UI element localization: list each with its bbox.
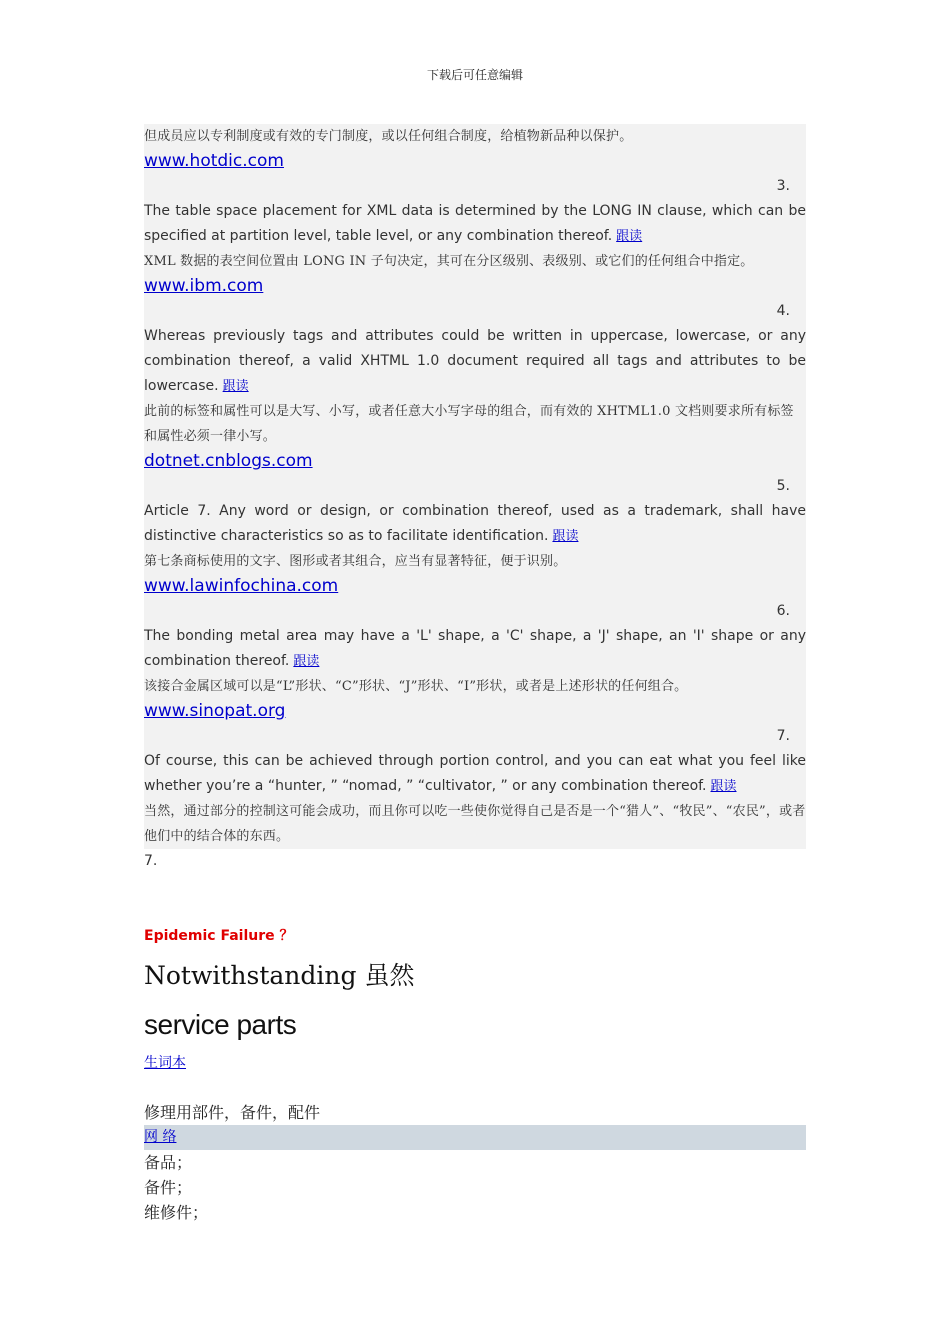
follow-read-link[interactable]: 跟读 — [710, 779, 737, 794]
source-link[interactable]: www.hotdic.com — [144, 151, 284, 171]
definition-item: 备件； — [144, 1178, 193, 1197]
definition-item: 维修件； — [144, 1203, 209, 1222]
vocabulary-book-link[interactable]: 生词本 — [144, 1055, 186, 1071]
headword: Notwithstanding 虽然 — [144, 961, 415, 990]
definition-item: 备品； — [144, 1153, 193, 1172]
epidemic-failure-heading: Epidemic Failure ？ — [144, 928, 294, 944]
document-content — [144, 124, 806, 1225]
source-link[interactable]: www.ibm.com — [144, 276, 264, 296]
chinese-translation: 但成员应以专利制度或有效的专门制度，或以任何组合制度，给植物新品种以保护。 — [144, 129, 633, 144]
example-number: 5. — [776, 478, 790, 494]
term-meaning: 修理用部件，备件，配件 — [144, 1103, 321, 1122]
network-section-bar — [144, 1125, 806, 1150]
example-entry — [144, 124, 806, 174]
english-sentence: The table space placement for XML data is determined by the LONG IN clause, which can be specified at partition level, table level, or any combination thereof. 跟读 — [144, 203, 806, 244]
english-sentence: The bonding metal area may have a 'L' shape, a 'C' shape, a 'J' shape, an 'I' shape or any combination thereof. 跟读 — [144, 628, 806, 669]
example-entry — [144, 724, 806, 849]
follow-read-link[interactable]: 跟读 — [222, 379, 249, 394]
chinese-translation: 当然，通过部分的控制这可能会成功，而且你可以吃一些使你觉得自己是否是一个“猎人”、“牧民”、“农民”，或者他们中的结合体的东西。 — [144, 804, 806, 844]
example-number: 3. — [776, 178, 790, 194]
example-entry — [144, 299, 806, 474]
trailing-number: 7. — [144, 853, 158, 869]
follow-read-link[interactable]: 跟读 — [552, 529, 579, 544]
source-link[interactable]: www.sinopat.org — [144, 701, 286, 721]
follow-read-link[interactable]: 跟读 — [616, 229, 643, 244]
english-sentence: Article 7. Any word or design, or combination thereof, used as a trademark, shall have distinctive characteristics so as to facilitate identification. 跟读 — [144, 503, 806, 544]
source-link[interactable]: dotnet.cnblogs.com — [144, 451, 313, 471]
source-link[interactable]: www.lawinfochina.com — [144, 576, 339, 596]
english-sentence: Whereas previously tags and attributes could be written in uppercase, lowercase, or any combination thereof, a valid XHTML 1.0 document required all tags and attributes to be lowercase. 跟读 — [144, 328, 806, 394]
chinese-translation: 此前的标签和属性可以是大写、小写，或者任意大小写字母的组合，而有效的 XHTML1.0 文档则要求所有标签和属性必须一律小写。 — [144, 404, 794, 444]
example-number: 6. — [776, 603, 790, 619]
example-number: 7. — [776, 728, 790, 744]
follow-read-link[interactable]: 跟读 — [293, 654, 320, 669]
example-number: 4. — [776, 303, 790, 319]
page-header: 下载后可任意编辑 — [426, 68, 523, 82]
term-title: service parts — [144, 1009, 297, 1040]
chinese-translation: 第七条商标使用的文字、图形或者其组合，应当有显著特征，便于识别。 — [144, 554, 567, 569]
example-entry — [144, 174, 806, 299]
chinese-translation: XML 数据的表空间位置由 LONG IN 子句决定，其可在分区级别、表级别、或它们的任何组合中指定。 — [144, 254, 754, 269]
network-tab-link[interactable]: 网 络 — [144, 1129, 177, 1145]
example-entry — [144, 474, 806, 599]
chinese-translation: 该接合金属区域可以是“L”形状、“C”形状、“J”形状、“I”形状，或者是上述形状的任何组合。 — [144, 679, 688, 694]
english-sentence: Of course, this can be achieved through portion control, and you can eat what you feel like whether you’re a “hunter, ” “nomad, ” “cultivator, ” or any combination thereof. 跟读 — [144, 753, 806, 794]
example-entry — [144, 599, 806, 724]
